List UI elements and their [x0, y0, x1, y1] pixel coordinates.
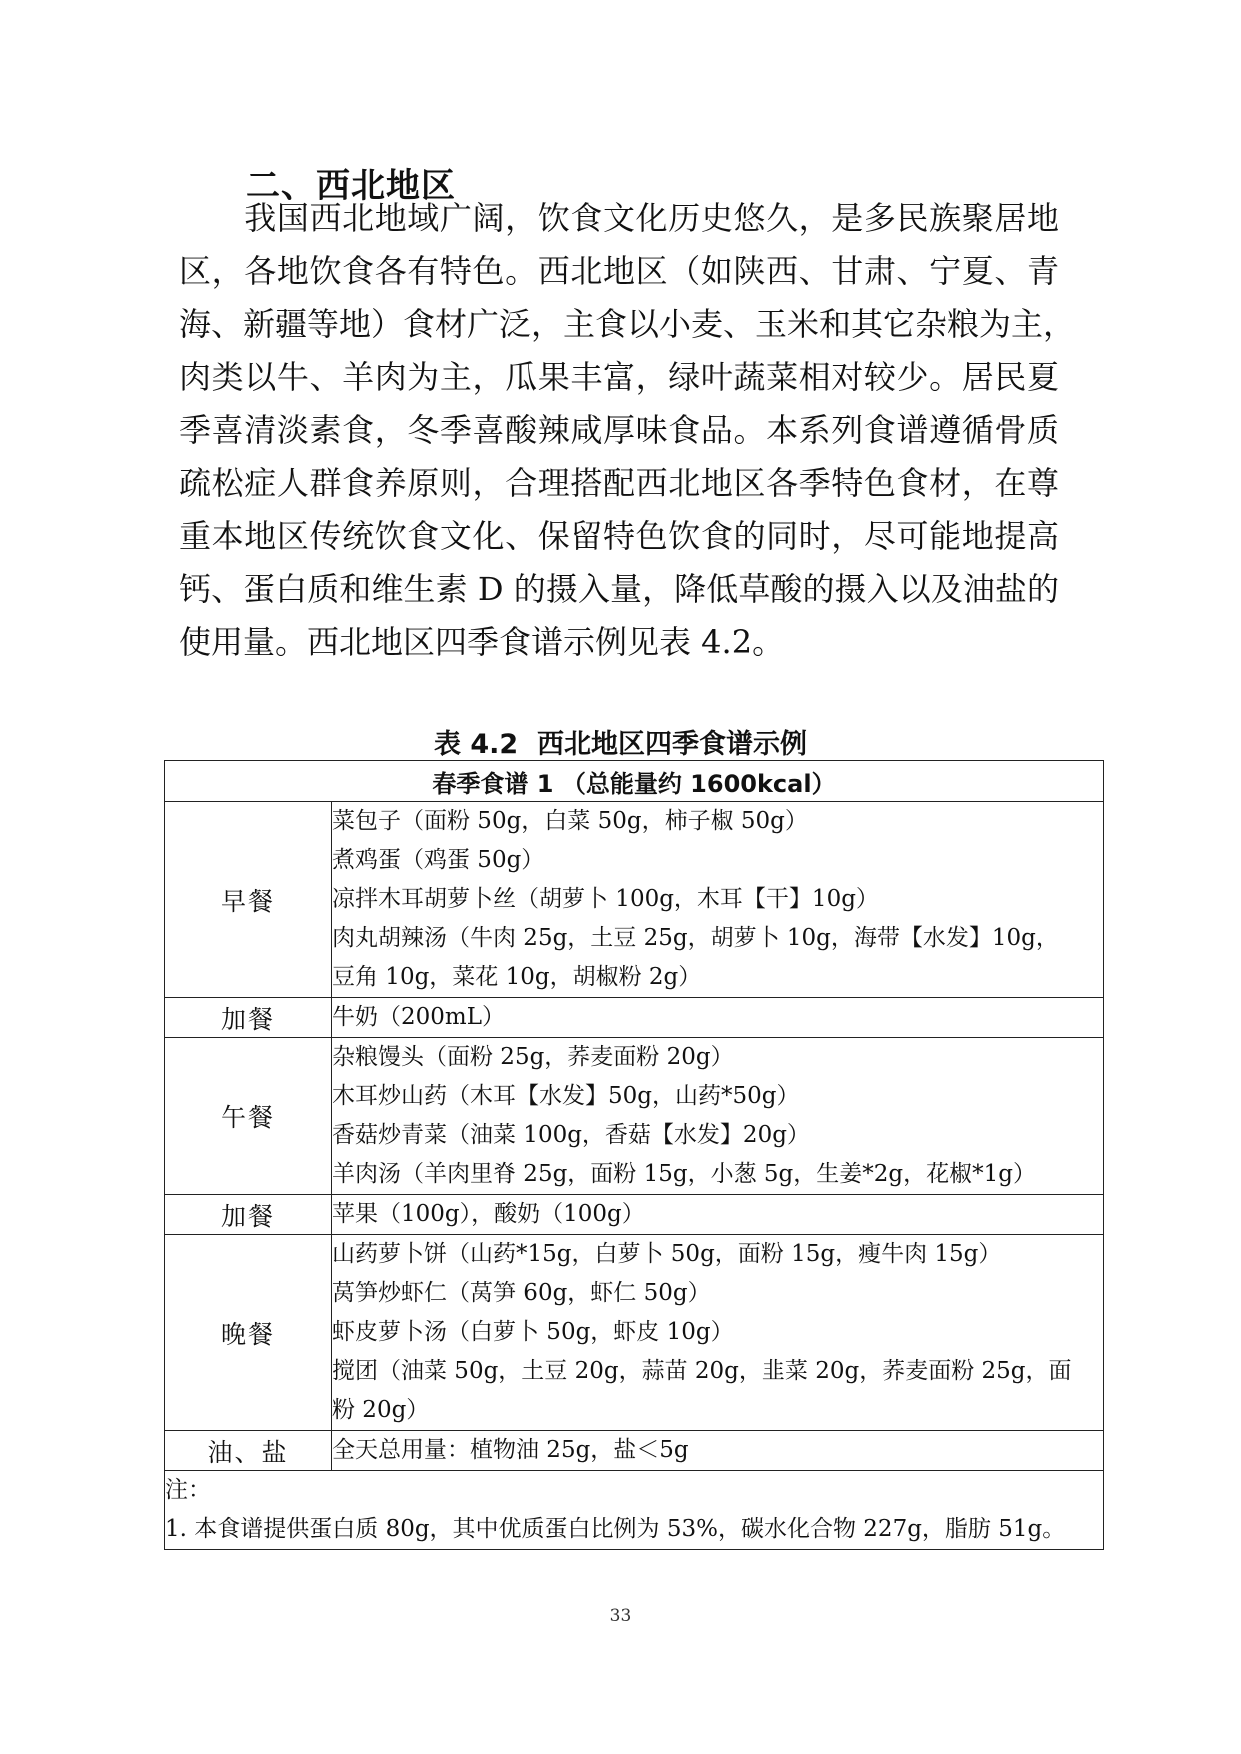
- paragraph-line: 钙、蛋白质和维生素 D 的摄入量，降低草酸的摄入以及油盐的: [179, 570, 1059, 608]
- note-title: 注：: [165, 1477, 211, 1503]
- paragraph-line: 海、新疆等地）食材广泛，主食以小麦、玉米和其它杂粮为主，: [179, 305, 1076, 343]
- meal-items: [332, 998, 1104, 1038]
- meal-label: 油、盐: [165, 1431, 332, 1471]
- menu-table: [164, 760, 1104, 1550]
- meal-items: [332, 1195, 1104, 1235]
- menu-item: 木耳炒山药（木耳【水发】50g，山药*50g）: [332, 1083, 800, 1109]
- table-header: 春季食谱 1 （总能量约 1600kcal）: [165, 761, 1104, 802]
- meal-items: [332, 1431, 1104, 1471]
- table-caption: 表 4.2 西北地区四季食谱示例: [433, 729, 808, 760]
- paragraph-line: 疏松症人群食养原则，合理搭配西北地区各季特色食材，在尊: [179, 464, 1059, 502]
- menu-item: 香菇炒青菜（油菜 100g，香菇【水发】20g）: [332, 1122, 810, 1148]
- table-row: [165, 1235, 1104, 1431]
- paragraph-line: 我国西北地域广阔，饮食文化历史悠久，是多民族聚居地: [179, 199, 1059, 237]
- paragraph-line: 季喜清淡素食，冬季喜酸辣咸厚味食品。本系列食谱遵循骨质: [179, 411, 1059, 449]
- menu-item: 虾皮萝卜汤（白萝卜 50g，虾皮 10g）: [332, 1319, 734, 1345]
- table-header-row: [165, 761, 1104, 802]
- meal-items: [332, 1235, 1104, 1431]
- table-note-row: [165, 1471, 1104, 1550]
- menu-item: 羊肉汤（羊肉里脊 25g，面粉 15g，小葱 5g，生姜*2g，花椒*1g）: [332, 1161, 1036, 1187]
- table-row: [165, 1038, 1104, 1195]
- menu-item: 苹果（100g），酸奶（100g）: [332, 1201, 645, 1227]
- menu-item: 豆角 10g，菜花 10g，胡椒粉 2g）: [332, 964, 702, 990]
- note-line: 1. 本食谱提供蛋白质 80g，其中优质蛋白比例为 53%，碳水化合物 227g，脂肪 51g。: [165, 1516, 1066, 1542]
- paragraph-line: 重本地区传统饮食文化、保留特色饮食的同时，尽可能地提高: [179, 517, 1059, 555]
- menu-item: 粉 20g）: [332, 1397, 430, 1423]
- meal-label: 加餐: [165, 1195, 332, 1235]
- meal-label: 晚餐: [165, 1235, 332, 1431]
- menu-item: 全天总用量：植物油 25g，盐＜5g: [332, 1437, 689, 1463]
- meal-label: 早餐: [165, 802, 332, 998]
- meal-label: 午餐: [165, 1038, 332, 1195]
- meal-items: [332, 802, 1104, 998]
- menu-item: 凉拌木耳胡萝卜丝（胡萝卜 100g，木耳【干】10g）: [332, 886, 879, 912]
- meal-items: [332, 1038, 1104, 1195]
- paragraph-line: 使用量。西北地区四季食谱示例见表 4.2。: [179, 623, 785, 661]
- paragraph-line: 肉类以牛、羊肉为主，瓜果丰富，绿叶蔬菜相对较少。居民夏: [179, 358, 1059, 396]
- menu-item: 山药萝卜饼（山药*15g，白萝卜 50g，面粉 15g，瘦牛肉 15g）: [332, 1241, 1002, 1267]
- table-row: [165, 1431, 1104, 1471]
- menu-item: 搅团（油菜 50g，土豆 20g，蒜苗 20g，韭菜 20g，荞麦面粉 25g，面: [332, 1358, 1072, 1384]
- menu-item: 煮鸡蛋（鸡蛋 50g）: [332, 847, 545, 873]
- section-title: 二、西北地区: [246, 166, 456, 206]
- menu-item: 莴笋炒虾仁（莴笋 60g，虾仁 50g）: [332, 1280, 711, 1306]
- table-note: [165, 1471, 1104, 1550]
- meal-label: 加餐: [165, 998, 332, 1038]
- page-number: 33: [609, 1606, 632, 1626]
- menu-item: 肉丸胡辣汤（牛肉 25g，土豆 25g，胡萝卜 10g，海带【水发】10g，: [332, 925, 1059, 951]
- menu-item: 杂粮馒头（面粉 25g，荞麦面粉 20g）: [332, 1044, 734, 1070]
- table-row: [165, 998, 1104, 1038]
- table-row: [165, 1195, 1104, 1235]
- paragraph-line: 区，各地饮食各有特色。西北地区（如陕西、甘肃、宁夏、青: [179, 252, 1059, 290]
- body-paragraph: [179, 192, 1076, 669]
- table-row: [165, 802, 1104, 998]
- menu-item: 牛奶（200mL）: [332, 1004, 505, 1030]
- menu-item: 菜包子（面粉 50g，白菜 50g，柿子椒 50g）: [332, 808, 808, 834]
